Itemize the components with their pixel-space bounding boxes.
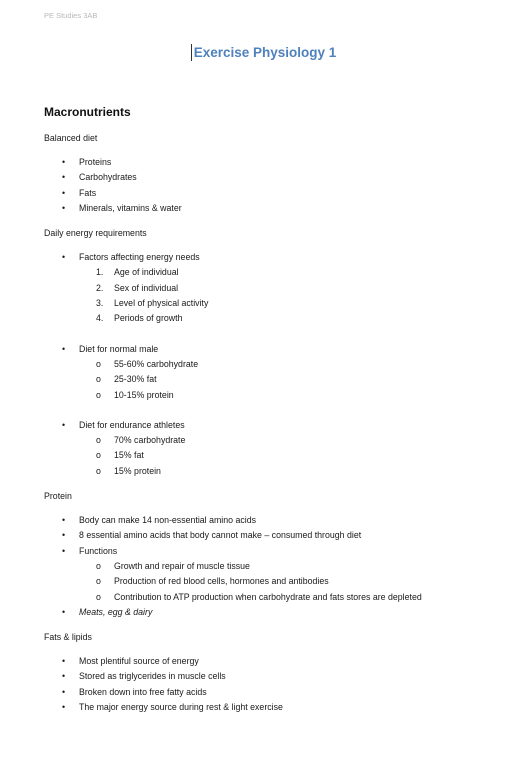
list-item: • Fats xyxy=(44,186,514,201)
document-title[interactable]: Exercise Physiology 1 xyxy=(191,44,337,61)
bullet-marker: • xyxy=(62,606,66,617)
male-diet-list xyxy=(44,342,514,357)
list-item: o 70% carbohydrate xyxy=(44,433,514,448)
circle-marker: o xyxy=(96,576,101,587)
circle-marker: o xyxy=(96,450,101,461)
number-marker: 3. xyxy=(96,298,104,309)
list-item: o 25-30% fat xyxy=(44,372,514,387)
circle-marker: o xyxy=(96,389,101,400)
list-item: 2. Sex of individual xyxy=(44,281,514,296)
bullet-marker: • xyxy=(62,252,66,263)
number-marker: 4. xyxy=(96,313,104,324)
male-diet-sublist xyxy=(44,357,514,403)
circle-marker: o xyxy=(96,591,101,602)
list-item: o 55-60% carbohydrate xyxy=(44,357,514,372)
bullet-marker: • xyxy=(62,702,66,713)
circle-marker: o xyxy=(96,374,101,385)
list-item: • Broken down into free fatty acids xyxy=(44,685,514,700)
list-item: • The major energy source during rest & light exercise xyxy=(44,700,514,715)
list-item: • 8 essential amino acids that body cannot make – consumed through diet xyxy=(44,528,514,543)
fats-list xyxy=(44,654,514,715)
factors-sublist xyxy=(44,265,514,326)
list-item: 4. Periods of growth xyxy=(44,311,514,326)
circle-marker: o xyxy=(96,560,101,571)
list-item: • Diet for normal male xyxy=(44,342,514,357)
spacer xyxy=(44,403,514,418)
bullet-marker: • xyxy=(62,545,66,556)
list-item: • Minerals, vitamins & water xyxy=(44,201,514,216)
balanced-diet-label: Balanced diet xyxy=(44,133,98,143)
list-item: • Factors affecting energy needs xyxy=(44,250,514,265)
list-item: o 10-15% protein xyxy=(44,388,514,403)
list-item: • Most plentiful source of energy xyxy=(44,654,514,669)
bullet-marker: • xyxy=(62,671,66,682)
bullet-marker: • xyxy=(62,530,66,541)
bullet-marker: • xyxy=(62,686,66,697)
page-header: PE Studies 3AB xyxy=(44,11,98,20)
spacer xyxy=(44,327,514,342)
bullet-marker: • xyxy=(62,656,66,667)
protein-list xyxy=(44,513,514,559)
daily-energy-label: Daily energy requirements xyxy=(44,228,147,239)
list-item: o 15% fat xyxy=(44,448,514,463)
circle-marker: o xyxy=(96,358,101,369)
list-item: o Production of red blood cells, hormones and antibodies xyxy=(44,574,514,589)
list-item: o Contribution to ATP production when carbohydrate and fats stores are depleted xyxy=(44,590,514,605)
list-item: • Proteins xyxy=(44,155,514,170)
bullet-marker: • xyxy=(62,157,66,167)
list-item: • Stored as triglycerides in muscle cells xyxy=(44,669,514,684)
endurance-diet-list xyxy=(44,418,514,433)
list-item: • Meats, egg & dairy xyxy=(44,605,514,620)
fats-label: Fats & lipids xyxy=(44,632,92,643)
number-marker: 2. xyxy=(96,282,104,293)
document-body xyxy=(44,103,514,715)
protein-functions-sublist xyxy=(44,559,514,605)
list-item: 3. Level of physical activity xyxy=(44,296,514,311)
list-item: • Carbohydrates xyxy=(44,170,514,185)
protein-label: Protein xyxy=(44,491,72,502)
list-item: • Diet for endurance athletes xyxy=(44,418,514,433)
bullet-marker: • xyxy=(62,202,66,213)
section-heading: Macronutrients xyxy=(44,105,131,119)
circle-marker: o xyxy=(96,465,101,476)
number-marker: 1. xyxy=(96,267,104,278)
bullet-marker: • xyxy=(62,187,66,198)
list-item: 1. Age of individual xyxy=(44,265,514,280)
bullet-marker: • xyxy=(62,515,66,526)
list-item: o 15% protein xyxy=(44,464,514,479)
bullet-marker: • xyxy=(62,172,66,183)
list-item: o Growth and repair of muscle tissue xyxy=(44,559,514,574)
endurance-diet-sublist xyxy=(44,433,514,479)
bullet-marker: • xyxy=(62,343,66,354)
balanced-diet-list xyxy=(44,155,514,216)
list-item: • Functions xyxy=(44,544,514,559)
factors-list xyxy=(44,250,514,265)
list-item: • Body can make 14 non-essential amino acids xyxy=(44,513,514,528)
circle-marker: o xyxy=(96,435,101,446)
protein-sources-list xyxy=(44,605,514,620)
bullet-marker: • xyxy=(62,419,66,430)
title-area xyxy=(0,44,527,62)
